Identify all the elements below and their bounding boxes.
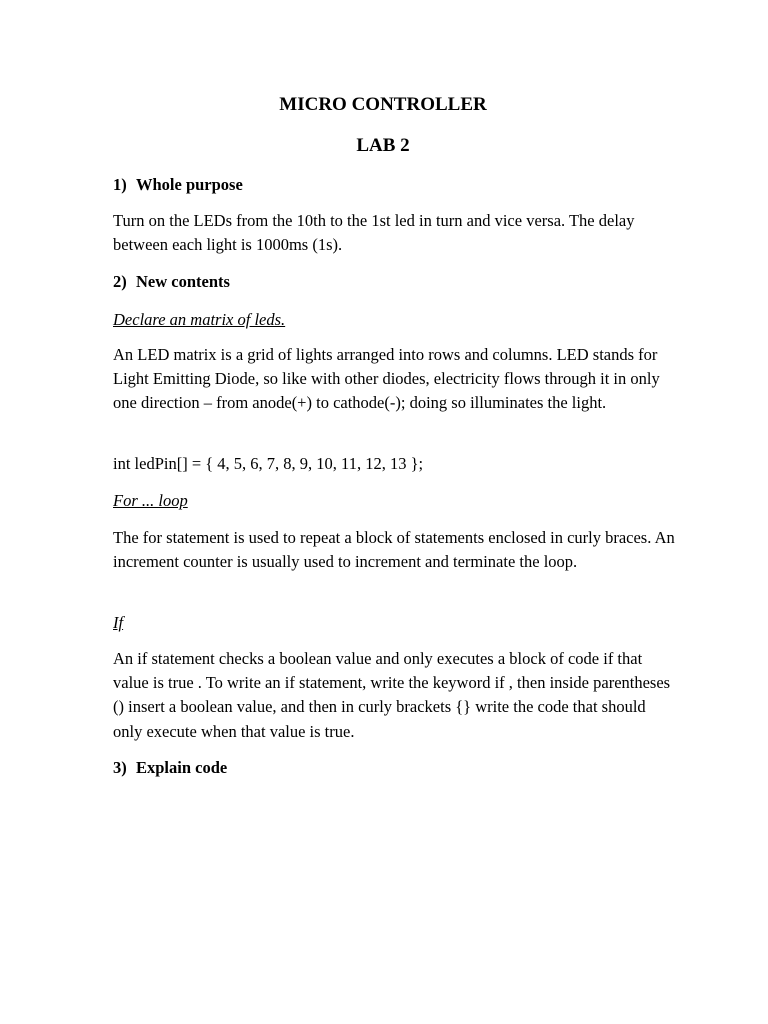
- section-title: Explain code: [136, 758, 228, 777]
- led-pin-code-line: int ledPin[] = { 4, 5, 6, 7, 8, 9, 10, 11, 12, 13 };: [113, 454, 424, 473]
- section-heading-explain-code: [113, 756, 227, 780]
- section-number: 1): [113, 175, 127, 194]
- led-matrix-paragraph: An LED matrix is a grid of lights arranged into rows and columns. LED stands for Light Emitting Diode, so like with other diodes, electricity flows through it in only one direction – from anode(+) to cathode(-); doing so illuminates the light.: [113, 345, 660, 413]
- section-title: Whole purpose: [136, 175, 243, 194]
- section-title: New contents: [136, 272, 230, 291]
- whole-purpose-paragraph: Turn on the LEDs from the 10th to the 1st led in turn and vice versa. The delay between each light is 1000ms (1s).: [113, 211, 635, 255]
- subheading-declare-matrix: Declare an matrix of leds.: [113, 310, 286, 329]
- subheading-for-loop: For ... loop: [113, 491, 188, 510]
- section-heading-whole-purpose: [113, 173, 243, 197]
- section-number: 2): [113, 272, 127, 291]
- document-subtitle: LAB 2: [356, 135, 410, 156]
- for-loop-paragraph: The for statement is used to repeat a block of statements enclosed in curly braces. An increment counter is usually used to increment and terminate the loop.: [113, 528, 675, 572]
- section-number: 3): [113, 758, 127, 777]
- document-title: MICRO CONTROLLER: [279, 94, 487, 115]
- subheading-if: If: [113, 613, 124, 632]
- if-statement-paragraph: An if statement checks a boolean value and only executes a block of code if that value is true . To write an if statement, write the keyword if , then inside parentheses () insert a boolean value, and then in curly brackets {} write the code that should only execute when that value is true.: [113, 649, 671, 741]
- section-heading-new-contents: [113, 270, 230, 294]
